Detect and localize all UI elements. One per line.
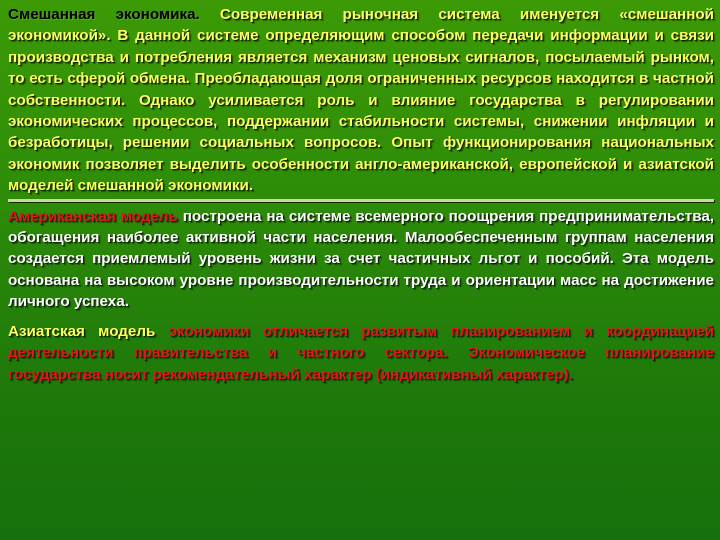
mixed-economy-heading: Смешанная экономика. xyxy=(8,6,200,23)
american-model-text: построена на системе всемерного поощрения предпринимательства, обогащения наиболее активной части населения. Малообеспеченным группам населения создается приемлемый уровень жизни за счет частичных льгот и пособий. Эта модель основана на высоком уровне производительности труда и ориентации масс на достижение личного успеха. xyxy=(8,207,714,311)
asian-model-text: экономики отличается развитым планированием и координацией деятельности правительства и частного сектора. Экономическое планирование государства носит рекомендательный характер (индикативный характер). xyxy=(8,322,715,383)
asian-model-lead: Азиатская модель xyxy=(8,322,156,340)
american-model-lead: Американская модель xyxy=(8,207,178,225)
mixed-economy-paragraph xyxy=(8,4,714,197)
american-model-paragraph xyxy=(8,206,714,313)
section-divider xyxy=(8,199,714,202)
asian-model-paragraph xyxy=(8,321,714,385)
mixed-economy-text: Современная рыночная система именуется «смешанной экономикой». В данной системе определяющим способом передачи информации и связи производства и потребления является механизм ценовых сигналов, посылаемый рынком, то есть сферой обмена. Преобладающая доля ограниченных ресурсов находится в частной собственности. Однако усиливается роль и влияние государства в регулировании экономических процессов, поддержании стабильности системы, снижении инфляции и безработицы, решении социальных вопросов. Опыт функционирования национальных экономик позволяет выделить особенности англо-американской, европейской и азиатской моделей смешанной экономики. xyxy=(8,6,714,195)
